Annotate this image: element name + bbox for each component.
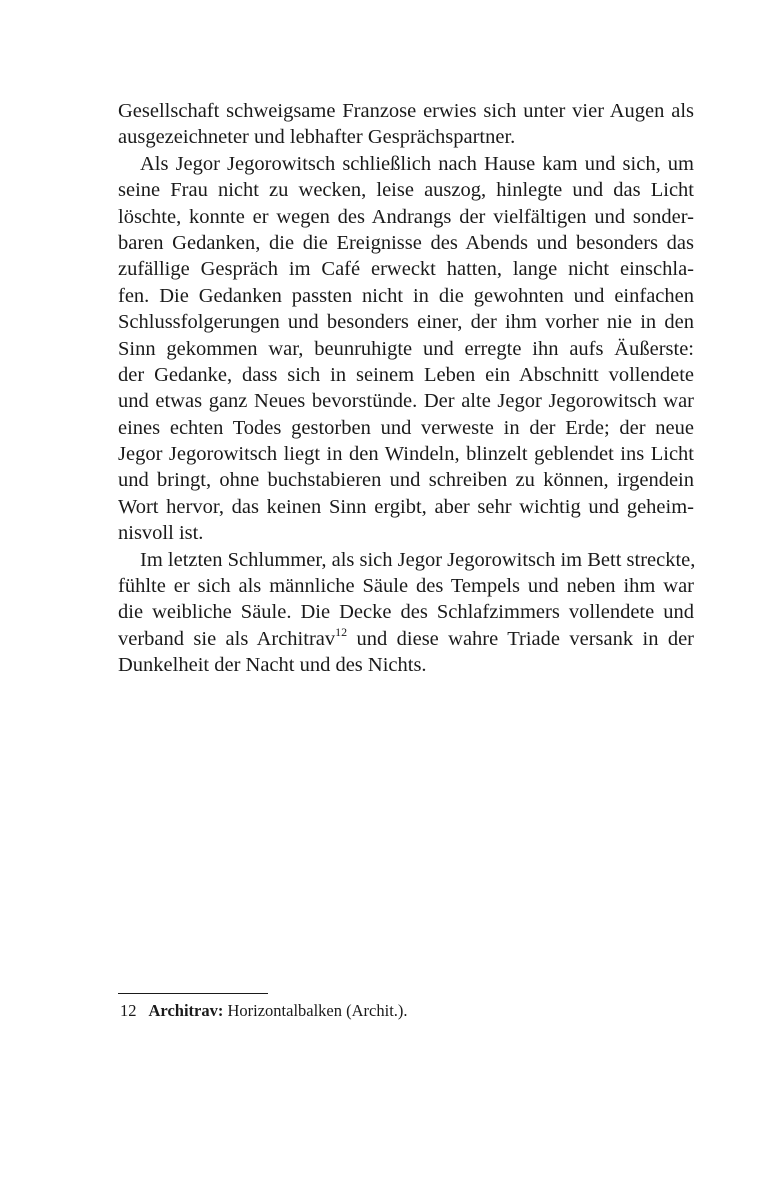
text-line-with-footnote [118,626,694,652]
text-line: Als Jegor Jegorowitsch schließlich nach Hause kam und sich, um [140,152,694,175]
footnote [120,1000,408,1022]
text-line: Sinn gekommen war, beunruhigte und erregte ihn aufs Äußerste: [118,337,694,360]
text-line: fen. Die Gedanken passten nicht in die gewohnten und einfachen [118,284,694,307]
text-line: Jegor Jegorowitsch liegt in den Windeln, blinzelt geblendet ins Licht [118,443,694,466]
text-line: eines echten Todes gestorben und verweste in der Erde; der neue [118,416,694,439]
text-line: baren Gedanken, die die Ereignisse des Abends und besonders das [118,231,694,254]
footnote-number: 12 [120,1001,137,1020]
text-line: und bringt, ohne buchstabieren und schreiben zu können, irgendein [118,469,694,492]
text-line: seine Frau nicht zu wecken, leise auszog, hinlegte und das Licht [118,179,694,202]
footnote-term: Architrav: [148,1001,224,1020]
text-line: nisvoll ist. [118,522,204,545]
text-fragment: und diese wahre Triade versank in der [356,627,695,650]
text-line: Im letzten Schlummer, als sich Jegor Jegorowitsch im Bett streckte, [140,548,696,571]
footnote-text: Horizontalbalken (Archit.). [227,1001,408,1020]
text-line: und etwas ganz Neues bevorstünde. Der alte Jegor Jegorowitsch war [118,390,694,413]
text-fragment: verband sie als Architrav [118,627,336,650]
body-text [118,98,694,679]
footnote-reference[interactable]: 12 [335,624,348,639]
text-line: ausgezeichneter und lebhafter Gesprächspartner. [118,126,516,149]
text-line: die weibliche Säule. Die Decke des Schlafzimmers vollendete und [118,601,694,624]
text-line: löschte, konnte er wegen des Andrangs der vielfältigen und sonder- [118,205,694,228]
text-line: Wort hervor, das keinen Sinn ergibt, aber sehr wichtig und geheim- [118,495,694,518]
footnote-divider [118,993,268,994]
text-line: fühlte er sich als männliche Säule des Tempels und neben ihm war [118,575,694,598]
text-line: Dunkelheit der Nacht und des Nichts. [118,654,427,677]
text-line: Schlussfolgerungen und besonders einer, der ihm vorher nie in den [118,311,694,334]
text-line: Gesellschaft schweigsame Franzose erwies sich unter vier Augen als [118,100,694,122]
text-line: der Gedanke, dass sich in seinem Leben ein Abschnitt vollendete [118,363,694,386]
text-line: zufällige Gespräch im Café erweckt hatten, lange nicht einschla- [118,258,694,281]
